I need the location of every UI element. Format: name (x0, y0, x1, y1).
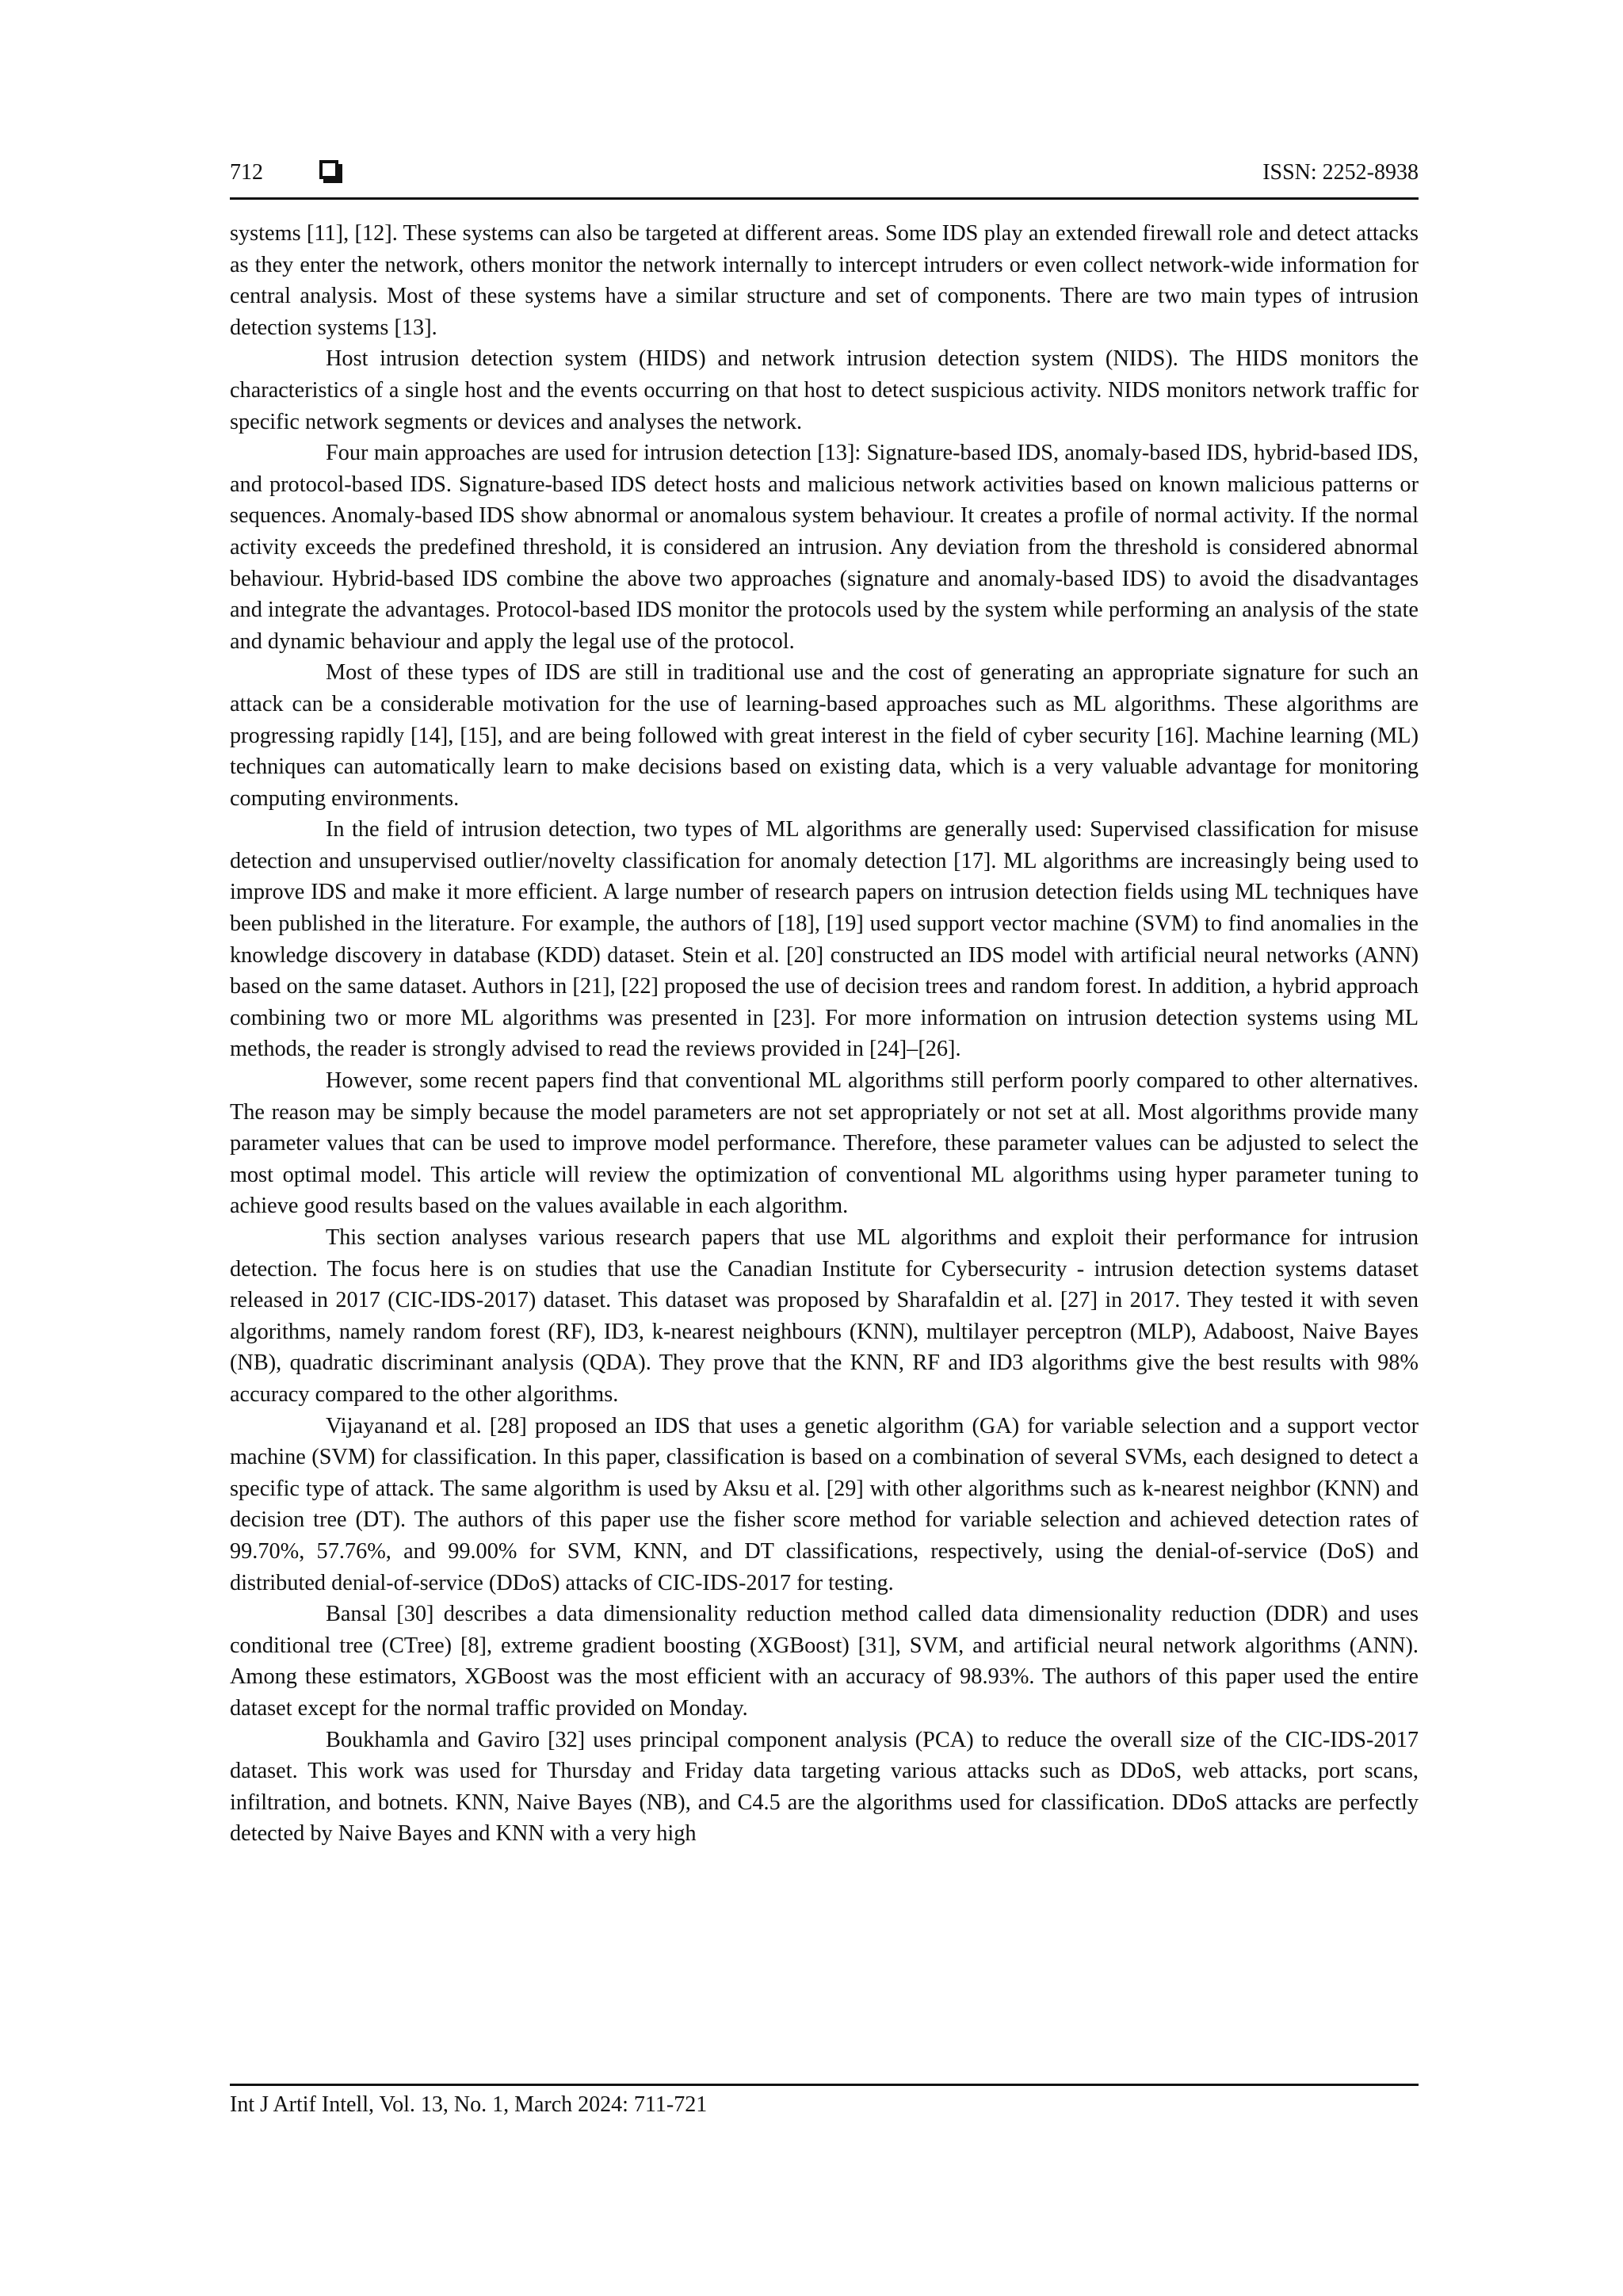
paragraph: systems [11], [12]. These systems can also be targeted at different areas. Some IDS play an extended firewall role and detect attacks as they enter the network, others monitor the network internally to intercept intruders or even collect network-wide information for central analysis. Most of these systems have a similar structure and set of components. There are two main types of intrusion detection systems [13]. (230, 221, 1419, 340)
paragraph: Most of these types of IDS are still in traditional use and the cost of generating an appropriate signature for such an attack can be a considerable motivation for the use of learning-based approaches such as ML algorithms. These algorithms are progressing rapidly [14], [15], and are being followed with great interest in the field of cyber security [16]. Machine learning (ML) techniques can automatically learn to make decisions based on existing data, which is a very valuable advantage for monitoring computing environments. (230, 660, 1419, 811)
paragraph: Four main approaches are used for intrusion detection [13]: Signature-based IDS, anomaly-based IDS, hybrid-based IDS, and protocol-based IDS. Signature-based IDS detect hosts and malicious network activities based on known malicious patterns or sequences. Anomaly-based IDS show abnormal or anomalous system behaviour. It creates a profile of normal activity. If the normal activity exceeds the predefined threshold, it is considered an intrusion. Any deviation from the threshold is considered abnormal behaviour. Hybrid-based IDS combine the above two approaches (signature and anomaly-based IDS) to avoid the disadvantages and integrate the advantages. Protocol-based IDS monitor the protocols used by the system while performing an analysis of the state and dynamic behaviour and apply the legal use of the protocol. (230, 441, 1419, 654)
footer-divider (230, 2084, 1419, 2086)
page-number: 712 (230, 160, 263, 185)
paragraph: Vijayanand et al. [28] proposed an IDS that uses a genetic algorithm (GA) for variable selection and a support vector machine (SVM) for classification. In this paper, classification is based on a combination of several SVMs, each designed to detect a specific type of attack. The same algorithm is used by Aksu et al. [29] with other algorithms such as k-nearest neighbor (KNN) and decision tree (DT). The authors of this paper use the fisher score method for variable selection and achieved detection rates of 99.70%, 57.76%, and 99.00% for SVM, KNN, and DT classifications, respectively, using the denial-of-service (DoS) and distributed denial-of-service (DDoS) attacks of CIC-IDS-2017 for testing. (230, 1413, 1419, 1595)
header-divider (230, 197, 1419, 200)
square-bullet-icon (319, 160, 338, 179)
article-body (230, 218, 1419, 1850)
paragraph: Bansal [30] describes a data dimensionality reduction method called data dimensionality reduction (DDR) and uses conditional tree (CTree) [8], extreme gradient boosting (XGBoost) [31], SVM, and artificial neural network algorithms (ANN). Among these estimators, XGBoost was the most efficient with an accuracy of 98.93%. The authors of this paper used the entire dataset except for the normal traffic provided on Monday. (230, 1602, 1419, 1721)
paragraph: Boukhamla and Gaviro [32] uses principal component analysis (PCA) to reduce the overall size of the CIC-IDS-2017 dataset. This work was used for Thursday and Friday data targeting various attacks such as DDoS, web attacks, port scans, infiltration, and botnets. KNN, Naive Bayes (NB), and C4.5 are the algorithms used for classification. DDoS attacks are perfectly detected by Naive Bayes and KNN with a very high (230, 1727, 1419, 1847)
issn-label: ISSN: 2252-8938 (1262, 160, 1419, 185)
journal-citation: Int J Artif Intell, Vol. 13, No. 1, March 2024: 711-721 (230, 2092, 708, 2117)
page-header (230, 155, 1419, 190)
paragraph: Host intrusion detection system (HIDS) and network intrusion detection system (NIDS). The HIDS monitors the characteristics of a single host and the events occurring on that host to detect suspicious activity. NIDS monitors network traffic for specific network segments or devices and analyses the network. (230, 346, 1419, 434)
paragraph: In the field of intrusion detection, two types of ML algorithms are generally used: Supervised classification for misuse detection and unsupervised outlier/novelty classification for anomaly detection [17]. ML algorithms are increasingly being used to improve IDS and make it more efficient. A large number of research papers on intrusion detection fields using ML techniques have been published in the literature. For example, the authors of [18], [19] used support vector machine (SVM) to find anomalies in the knowledge discovery in database (KDD) dataset. Stein et al. [20] constructed an IDS model with artificial neural networks (ANN) based on the same dataset. Authors in [21], [22] proposed the use of decision trees and random forest. In addition, a hybrid approach combining two or more ML algorithms was presented in [23]. For more information on intrusion detection systems using ML methods, the reader is strongly advised to read the reviews provided in [24]–[26]. (230, 817, 1419, 1062)
paragraph: This section analyses various research papers that use ML algorithms and exploit their performance for intrusion detection. The focus here is on studies that use the Canadian Institute for Cybersecurity - intrusion detection systems dataset released in 2017 (CIC-IDS-2017) dataset. This dataset was proposed by Sharafaldin et al. [27] in 2017. They tested it with seven algorithms, namely random forest (RF), ID3, k-nearest neighbours (KNN), multilayer perceptron (MLP), Adaboost, Naive Bayes (NB), quadratic discriminant analysis (QDA). They prove that the KNN, RF and ID3 algorithms give the best results with 98% accuracy compared to the other algorithms. (230, 1225, 1419, 1407)
paragraph: However, some recent papers find that conventional ML algorithms still perform poorly compared to other alternatives. The reason may be simply because the model parameters are not set appropriately or not set at all. Most algorithms provide many parameter values that can be used to improve model performance. Therefore, these parameter values can be adjusted to select the most optimal model. This article will review the optimization of conventional ML algorithms using hyper parameter tuning to achieve good results based on the values available in each algorithm. (230, 1068, 1419, 1219)
